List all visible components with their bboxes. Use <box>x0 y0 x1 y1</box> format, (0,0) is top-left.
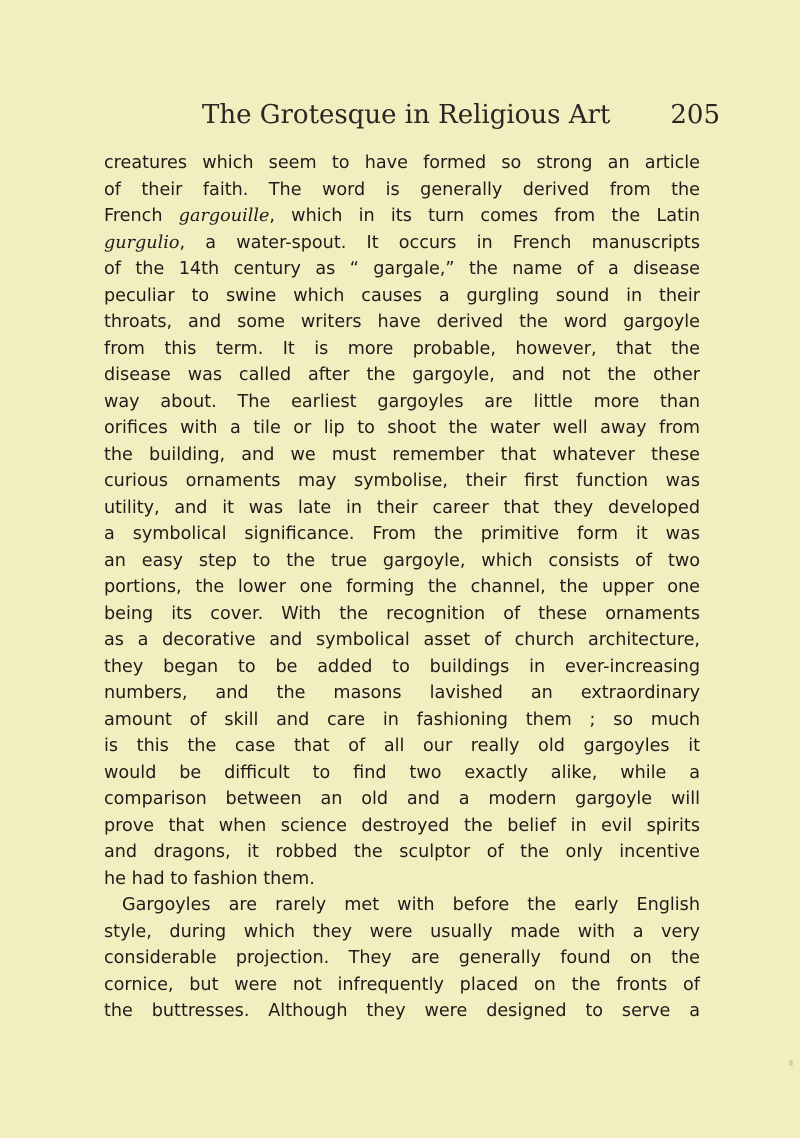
page-number: 205 <box>670 100 720 130</box>
text-line: a symbolical significance. From the primitive form it was <box>104 524 700 544</box>
text-line: they began to be added to buildings in ever-increasing <box>104 656 700 677</box>
paragraph-end-line: he had to fashion them. <box>104 868 315 889</box>
text-line: the buttresses. Although they were designed to serve a <box>104 1001 700 1021</box>
text-line: an easy step to the true gargoyle, which consists of two <box>104 550 700 571</box>
text-line: being its cover. With the recognition of these ornaments <box>104 603 700 624</box>
text-line: peculiar to swine which causes a gurgling sound in their <box>104 285 700 306</box>
text-segment: , a water-spout. It occurs in French manuscripts <box>179 232 700 253</box>
text-line: is this the case that of all our really old gargoyles it <box>104 736 700 756</box>
text-line: from this term. It is more probable, however, that the <box>104 338 700 359</box>
text-line: of their faith. The word is generally derived from the <box>104 179 700 200</box>
text-segment: , which in its turn comes from the Latin <box>269 206 701 226</box>
italic-term-gargouille: gargouille <box>178 206 270 226</box>
text-line: the building, and we must remember that whatever these <box>104 444 700 465</box>
text-line: numbers, and the masons lavished an extraordinary <box>104 683 700 703</box>
text-line-with-italic <box>104 203 700 230</box>
text-line: considerable projection. They are generally found on the <box>104 948 700 968</box>
text-line: as a decorative and symbolical asset of church architecture, <box>104 630 700 650</box>
text-line: amount of skill and care in fashioning them ; so much <box>104 709 700 730</box>
page-title: The Grotesque in Religious Art <box>202 100 611 130</box>
text-line-with-italic <box>104 230 700 257</box>
text-line: prove that when science destroyed the belief in evil spirits <box>104 815 700 836</box>
paper-speck <box>789 1060 793 1066</box>
text-line: style, during which they were usually made with a very <box>104 921 700 942</box>
text-line: throats, and some writers have derived the word gargoyle <box>104 312 700 332</box>
text-line: disease was called after the gargoyle, and not the other <box>104 365 700 385</box>
running-head <box>160 100 720 140</box>
italic-term-gurgulio: gurgulio <box>104 232 180 253</box>
text-line: creatures which seem to have formed so strong an article <box>104 153 700 173</box>
paragraph-start-line: Gargoyles are rarely met with before the early English <box>122 895 700 915</box>
body-text <box>104 150 700 1025</box>
text-line: would be difficult to find two exactly alike, while a <box>104 762 700 783</box>
text-line: of the 14th century as “ gargale,” the name of a disease <box>104 259 700 279</box>
text-line: orifices with a tile or lip to shoot the water well away from <box>104 418 700 438</box>
text-line: way about. The earliest gargoyles are little more than <box>104 391 700 412</box>
text-line: and dragons, it robbed the sculptor of the only incentive <box>104 842 700 862</box>
text-line: utility, and it was late in their career that they developed <box>104 497 700 518</box>
text-line: cornice, but were not infrequently placed on the fronts of <box>104 974 700 995</box>
text-line: curious ornaments may symbolise, their first function was <box>104 471 700 491</box>
text-segment: French <box>104 206 179 226</box>
text-line: portions, the lower one forming the channel, the upper one <box>104 577 700 597</box>
text-line: comparison between an old and a modern gargoyle will <box>104 789 700 809</box>
